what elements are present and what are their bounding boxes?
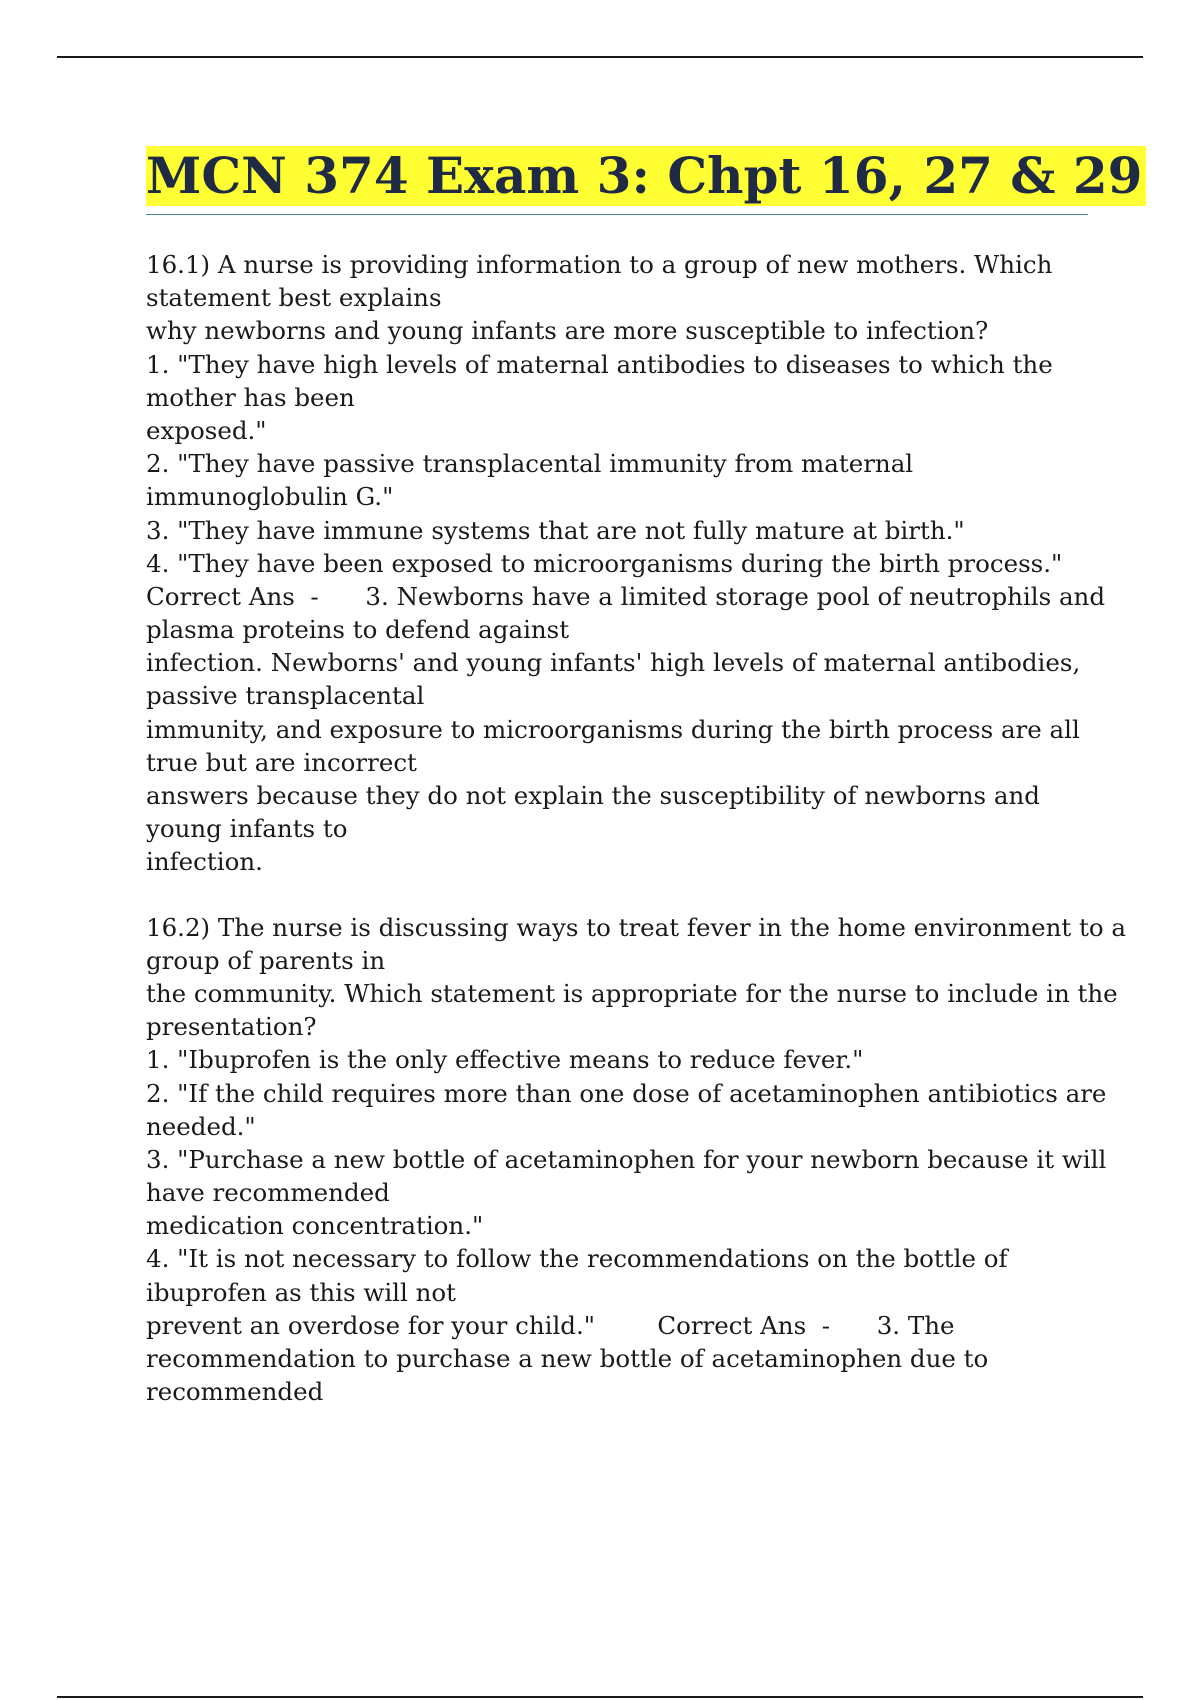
q1-line: immunity, and exposure to microorganisms during the birth process are all bbox=[146, 714, 1080, 744]
q2-line: recommendation to purchase a new bottle of acetaminophen due to bbox=[146, 1344, 989, 1373]
q2-line: recommended bbox=[146, 1377, 324, 1407]
q2-line: 3. "Purchase a new bottle of acetaminophen for your newborn because it will bbox=[146, 1144, 1107, 1174]
q1-line: why newborns and young infants are more susceptible to infection? bbox=[146, 316, 989, 346]
question-block-16-1 bbox=[146, 248, 1106, 879]
q1-line: 4. "They have been exposed to microorganisms during the birth process." bbox=[146, 548, 1063, 578]
q1-line: 16.1) A nurse is providing information to a group of new mothers. Which bbox=[146, 250, 1053, 279]
q2-line: needed." bbox=[146, 1111, 256, 1141]
q1-line: exposed." bbox=[146, 415, 267, 445]
q2-line: 4. "It is not necessary to follow the recommendations on the bottle of bbox=[146, 1244, 1008, 1274]
q1-line: statement best explains bbox=[146, 283, 442, 313]
q2-line: 1. "Ibuprofen is the only effective means to reduce fever." bbox=[146, 1045, 864, 1075]
q2-line: group of parents in bbox=[146, 945, 386, 975]
q1-line: infection. bbox=[146, 847, 263, 877]
q1-line: 1. "They have high levels of maternal antibodies to diseases to which the bbox=[146, 349, 1053, 379]
q1-answer-line: Correct Ans - 3. Newborns have a limited storage pool of neutrophils and bbox=[146, 581, 1106, 611]
title-underline bbox=[146, 214, 1088, 215]
q2-line: ibuprofen as this will not bbox=[146, 1277, 457, 1307]
q1-line: true but are incorrect bbox=[146, 747, 417, 777]
q1-line: mother has been bbox=[146, 382, 355, 412]
question-block-16-2 bbox=[146, 911, 1127, 1409]
q1-line: 3. "They have immune systems that are not fully mature at birth." bbox=[146, 515, 965, 545]
q2-line: medication concentration." bbox=[146, 1211, 484, 1241]
q1-line: passive transplacental bbox=[146, 681, 425, 711]
title-block bbox=[146, 146, 1146, 206]
q1-line: immunoglobulin G." bbox=[146, 482, 394, 512]
page-top-rule bbox=[57, 56, 1143, 58]
q2-answer-line: prevent an overdose for your child." Correct Ans - 3. The bbox=[146, 1310, 955, 1340]
document-body bbox=[146, 248, 1127, 1408]
q1-line: young infants to bbox=[146, 814, 348, 844]
q1-line: answers because they do not explain the susceptibility of newborns and bbox=[146, 781, 1040, 810]
q2-line: 2. "If the child requires more than one dose of acetaminophen antibiotics are bbox=[146, 1078, 1107, 1108]
q1-line: 2. "They have passive transplacental immunity from maternal bbox=[146, 449, 914, 479]
q1-line: infection. Newborns' and young infants' high levels of maternal antibodies, bbox=[146, 648, 1081, 678]
page-bottom-rule bbox=[57, 1696, 1143, 1698]
paragraph-gap bbox=[146, 879, 1096, 911]
q2-line: have recommended bbox=[146, 1178, 390, 1208]
q2-line: 16.2) The nurse is discussing ways to treat fever in the home environment to a bbox=[146, 912, 1127, 942]
q1-line: plasma proteins to defend against bbox=[146, 615, 570, 645]
q2-line: the community. Which statement is appropriate for the nurse to include in the bbox=[146, 978, 1118, 1008]
q2-line: presentation? bbox=[146, 1012, 317, 1042]
document-title: MCN 374 Exam 3: Chpt 16, 27 & 29 bbox=[146, 146, 1146, 206]
